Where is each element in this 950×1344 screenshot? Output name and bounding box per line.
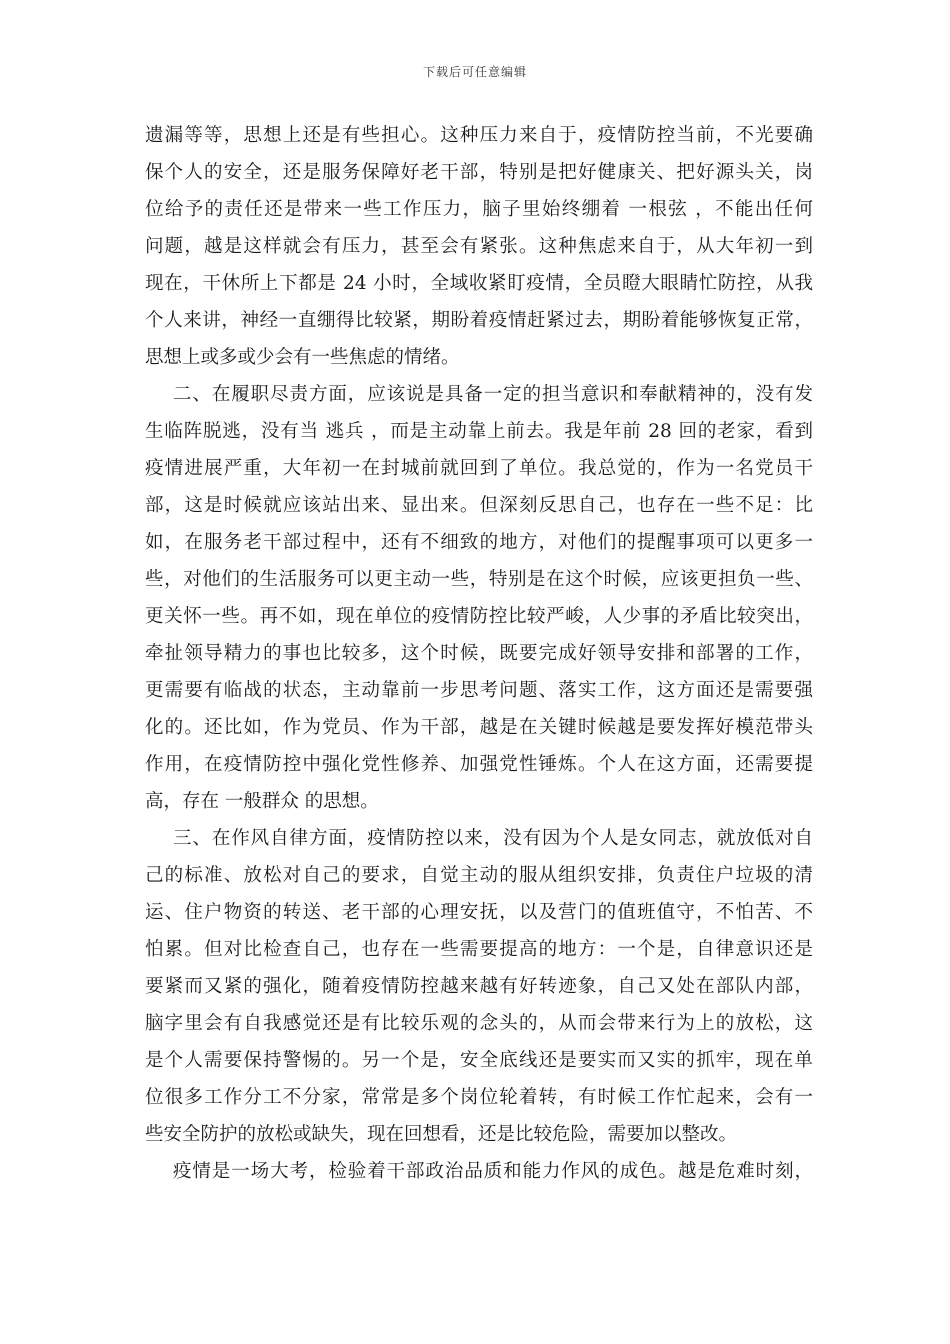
text-line: 牵扯领导精力的事也比较多，这个时候，既要完成好领导安排和部署的工作， <box>145 643 813 664</box>
text-line: 高，存在 一般群众 的思想。 <box>145 791 379 812</box>
text-line: 生临阵脱逃，没有当 逃兵 ，而是主动靠上前去。我是年前 28 回的老家，看到 <box>145 421 813 442</box>
text-line: 己的标准、放松对自己的要求，自觉主动的服从组织安排，负责住户垃圾的清 <box>145 865 813 886</box>
text-line: 化的。还比如，作为党员、作为干部，越是在关键时候越是要发挥好模范带头 <box>145 717 813 738</box>
text-line: 位给予的责任还是带来一些工作压力，脑子里始终绷着 一根弦 ，不能出任何 <box>145 199 813 220</box>
text-line: 作用，在疫情防控中强化党性修养、加强党性锤炼。个人在这方面，还需要提 <box>145 754 813 775</box>
text-line: 运、住户物资的转送、老干部的心理安抚，以及营门的值班值守，不怕苦、不 <box>145 902 813 923</box>
text-line: 更需要有临战的状态，主动靠前一步思考问题、落实工作，这方面还是需要强 <box>145 680 813 701</box>
text-line: 些安全防护的放松或缺失，现在回想看，还是比较危险，需要加以整改。 <box>145 1124 738 1145</box>
text-line: 思想上或多或少会有一些焦虑的情绪。 <box>145 347 460 368</box>
text-line: 三、在作风自律方面，疫情防控以来，没有因为个人是女同志，就放低对自 <box>173 828 813 849</box>
text-line: 二、在履职尽责方面，应该说是具备一定的担当意识和奉献精神的，没有发 <box>173 384 813 405</box>
text-line: 问题，越是这样就会有压力，甚至会有紧张。这种焦虑来自于，从大年初一到 <box>145 236 813 257</box>
text-line: 部，这是时候就应该站出来、显出来。但深刻反思自己，也存在一些不足：比 <box>145 495 813 516</box>
text-line: 更关怀一些。再不如，现在单位的疫情防控比较严峻，人少事的矛盾比较突出， <box>145 606 813 627</box>
text-line: 疫情进展严重，大年初一在封城前就回到了单位。我总觉的，作为一名党员干 <box>145 458 813 479</box>
text-line: 如，在服务老干部过程中，还有不细致的地方，对他们的提醒事项可以更多一 <box>145 532 813 553</box>
text-line: 现在，干休所上下都是 24 小时，全域收紧盯疫情，全员瞪大眼睛忙防控，从我 <box>145 273 813 294</box>
document-body <box>145 117 813 1190</box>
text-line: 些，对他们的生活服务可以更主动一些，特别是在这个时候，应该更担负一些、 <box>145 569 813 590</box>
text-line: 遗漏等等，思想上还是有些担心。这种压力来自于，疫情防控当前，不光要确 <box>145 125 813 146</box>
text-line: 是个人需要保持警惕的。另一个是，安全底线还是要实而又实的抓牢，现在单 <box>145 1050 813 1071</box>
text-line: 要紧而又紧的强化，随着疫情防控越来越有好转迹象，自己又处在部队内部， <box>145 976 813 997</box>
text-line: 怕累。但对比检查自己，也存在一些需要提高的地方：一个是，自律意识还是 <box>145 939 813 960</box>
text-line: 个人来讲，神经一直绷得比较紧，期盼着疫情赶紧过去，期盼着能够恢复正常， <box>145 310 813 331</box>
page-header: 下载后可任意编辑 <box>422 65 527 79</box>
text-line: 脑字里会有自我感觉还是有比较乐观的念头的，从而会带来行为上的放松，这 <box>145 1013 813 1034</box>
text-line: 疫情是一场大考，检验着干部政治品质和能力作风的成色。越是危难时刻， <box>173 1161 813 1182</box>
text-line: 保个人的安全，还是服务保障好老干部，特别是把好健康关、把好源头关，岗 <box>145 162 813 183</box>
text-line: 位很多工作分工不分家，常常是多个岗位轮着转，有时候工作忙起来，会有一 <box>145 1087 813 1108</box>
